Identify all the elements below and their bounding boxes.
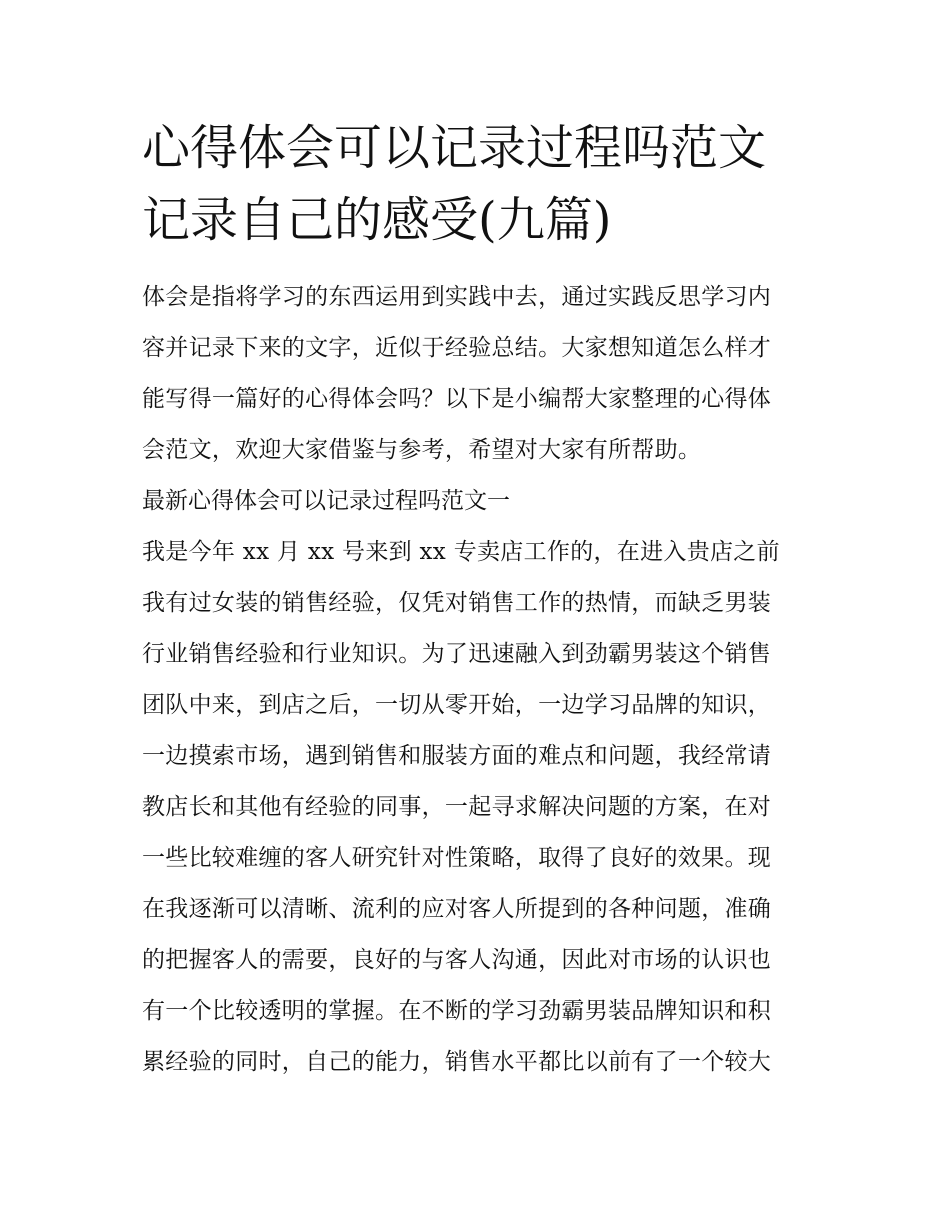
body-line-6: 教店长和其他有经验的同事，一起寻求解决问题的方案，在对 — [142, 794, 772, 820]
body-line-1: 我是今年 xx 月 xx 号来到 xx 专卖店工作的，在进入贵店之前 — [142, 539, 780, 565]
body-line-4: 团队中来，到店之后，一切从零开始，一边学习品牌的知识， — [142, 692, 772, 718]
section-heading: 最新心得体会可以记录过程吗范文一 — [142, 488, 510, 514]
body-line-3: 行业销售经验和行业知识。为了迅速融入到劲霸男装这个销售 — [142, 641, 772, 667]
body-line-9: 的把握客人的需要，良好的与客人沟通，因此对市场的认识也 — [142, 947, 772, 973]
intro-line-3: 能写得一篇好的心得体会吗？以下是小编帮大家整理的心得体 — [142, 386, 772, 412]
intro-line-2: 容并记录下来的文字，近似于经验总结。大家想知道怎么样才 — [142, 335, 772, 361]
body-line-2: 我有过女装的销售经验，仅凭对销售工作的热情，而缺乏男装 — [142, 590, 772, 616]
body-line-5: 一边摸索市场，遇到销售和服装方面的难点和问题，我经常请 — [142, 743, 772, 769]
intro-line-1: 体会是指将学习的东西运用到实践中去，通过实践反思学习内 — [142, 284, 772, 310]
document-title — [142, 112, 818, 256]
document-content — [142, 112, 818, 1088]
body-line-10: 有一个比较透明的掌握。在不断的学习劲霸男装品牌知识和积 — [142, 998, 772, 1024]
intro-paragraph — [142, 272, 818, 476]
title-line-2: 记录自己的感受(九篇) — [142, 192, 612, 248]
body-line-11: 累经验的同时，自己的能力，销售水平都比以前有了一个较大 — [142, 1049, 772, 1075]
intro-line-4: 会范文，欢迎大家借鉴与参考，希望对大家有所帮助。 — [142, 437, 702, 463]
body-line-8: 在我逐渐可以清晰、流利的应对客人所提到的各种问题，准确 — [142, 896, 772, 922]
title-line-1: 心得体会可以记录过程吗范文 — [142, 120, 767, 176]
body-paragraph — [142, 527, 818, 1088]
body-line-7: 一些比较难缠的客人研究针对性策略，取得了良好的效果。现 — [142, 845, 772, 871]
